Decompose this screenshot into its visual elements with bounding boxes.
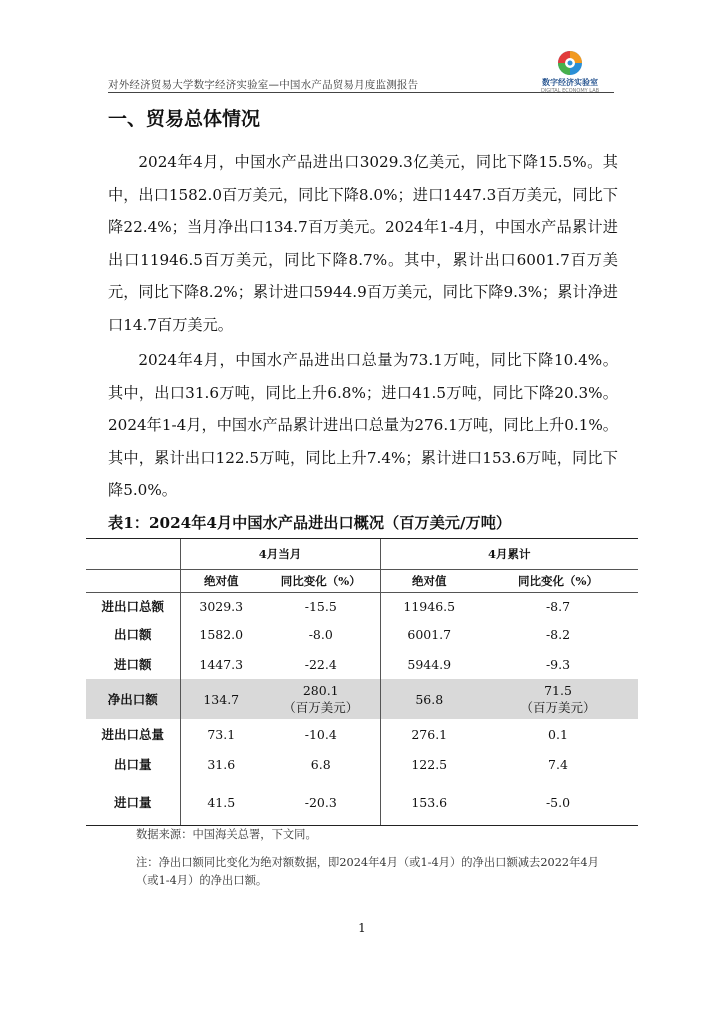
table-cell: 41.5 [180,779,262,826]
column-header-month-absolute: 绝对值 [180,570,262,593]
table-cell: 0.1 [548,726,568,742]
table-cell: -22.4 [304,656,337,672]
table-cell: -8.2 [545,626,571,642]
column-header-cum-absolute: 绝对值 [380,570,478,593]
cell-unit: （百万美元） [520,700,596,715]
table-cell: -20.3 [262,779,380,826]
cell-value: 280.1 [302,683,339,698]
table-row [86,593,638,620]
table-cell: 5944.9 [380,649,478,679]
table-cell: 31.6 [180,749,262,779]
table-cell: 276.1 [380,719,478,749]
row-label: 进口额 [113,657,152,672]
table-caption: 表1：2024年4月中国水产品进出口概况（百万美元/万吨） [108,514,512,532]
table-cell: 56.8 [380,679,478,719]
table-corner-cell [86,539,180,570]
table-row [86,649,638,679]
table-cell: 7.4 [548,756,568,772]
table-cell: -9.3 [545,656,571,672]
logo-subtext: DIGITAL ECONOMY LAB [540,88,600,94]
table-cell: 3029.3 [180,593,262,620]
table-cell: 6.8 [310,756,331,772]
table-column-header-row [86,570,638,593]
column-header-month-yoy: 同比变化（%） [262,570,380,593]
table-row [86,779,638,826]
row-label: 出口额 [113,627,152,642]
table-cell: 6001.7 [380,619,478,649]
row-label: 进出口总额 [101,599,164,614]
cell-unit: （百万美元） [283,700,359,715]
table-cell: 153.6 [380,779,478,826]
table-cell: 122.5 [380,749,478,779]
table-corner-cell [86,570,180,593]
section-title: 一、贸易总体情况 [108,108,261,130]
row-label: 进口量 [86,779,180,826]
table-cell: -8.0 [308,626,333,642]
table-cell: 134.7 [180,679,262,719]
page-number: 1 [358,921,366,935]
group-header-month: 4月当月 [180,539,380,570]
paragraph-trade-value: 2024年4月，中国水产品进出口3029.3亿美元，同比下降15.5%。其中，出口1582.0百万美元，同比下降8.0%；进口1447.3百万美元，同比下降22.4%；当月净出口134.7百万美元。2024年1-4月，中国水产品累计进出口11946.5百万美元，同比下降8.7%。其中，累计出口6001.7百万美元，同比下降8.2%；累计进口5944.9百万美元，同比下降9.3%；累计净进口14.7百万美元。 [108,153,618,334]
running-title: 对外经济贸易大学数字经济实验室—中国水产品贸易月度监测报告 [108,79,419,91]
table-cell: 1447.3 [180,649,262,679]
table-group-header-row [86,539,638,570]
group-header-cumulative: 4月累计 [380,539,638,570]
table-cell: -15.5 [304,598,337,614]
table-row [86,749,638,779]
row-label: 出口量 [113,757,152,772]
table-cell: 1582.0 [180,619,262,649]
table-cell-stacked [262,679,380,719]
trade-summary-table [86,538,638,826]
row-label: 进出口总量 [101,727,164,742]
table-cell-stacked [478,679,638,719]
cell-value: 71.5 [544,683,572,698]
logo-text: 数字经济实验室 [542,78,598,87]
table-cell: 11946.5 [380,593,478,620]
paragraph-trade-volume: 2024年4月，中国水产品进出口总量为73.1万吨，同比下降10.4%。其中，出口31.6万吨，同比上升6.8%；进口41.5万吨，同比下降20.3%。2024年1-4月，中国水产品累计进出口总量为276.1万吨，同比上升0.1%。其中，累计出口122.5万吨，同比上升7.4%；累计进口153.6万吨，同比下降5.0%。 [108,351,618,499]
table-cell: -10.4 [304,726,337,742]
table-row-highlighted [86,679,638,719]
column-header-cum-yoy: 同比变化（%） [478,570,638,593]
globe-logo-icon [557,50,583,76]
table-cell: 73.1 [180,719,262,749]
data-source-note: 数据来源：中国海关总署，下文同。 [136,828,317,841]
table-cell: -8.7 [545,598,571,614]
table-cell: -5.0 [478,779,638,826]
table-row [86,719,638,749]
row-label: 净出口额 [86,679,180,719]
lab-logo [528,50,612,94]
footnote-remark: 注：净出口额同比变化为绝对额数据，即2024年4月（或1-4月）的净出口额减去2022年4月（或1-4月）的净出口额。 [136,856,599,887]
table-row [86,619,638,649]
